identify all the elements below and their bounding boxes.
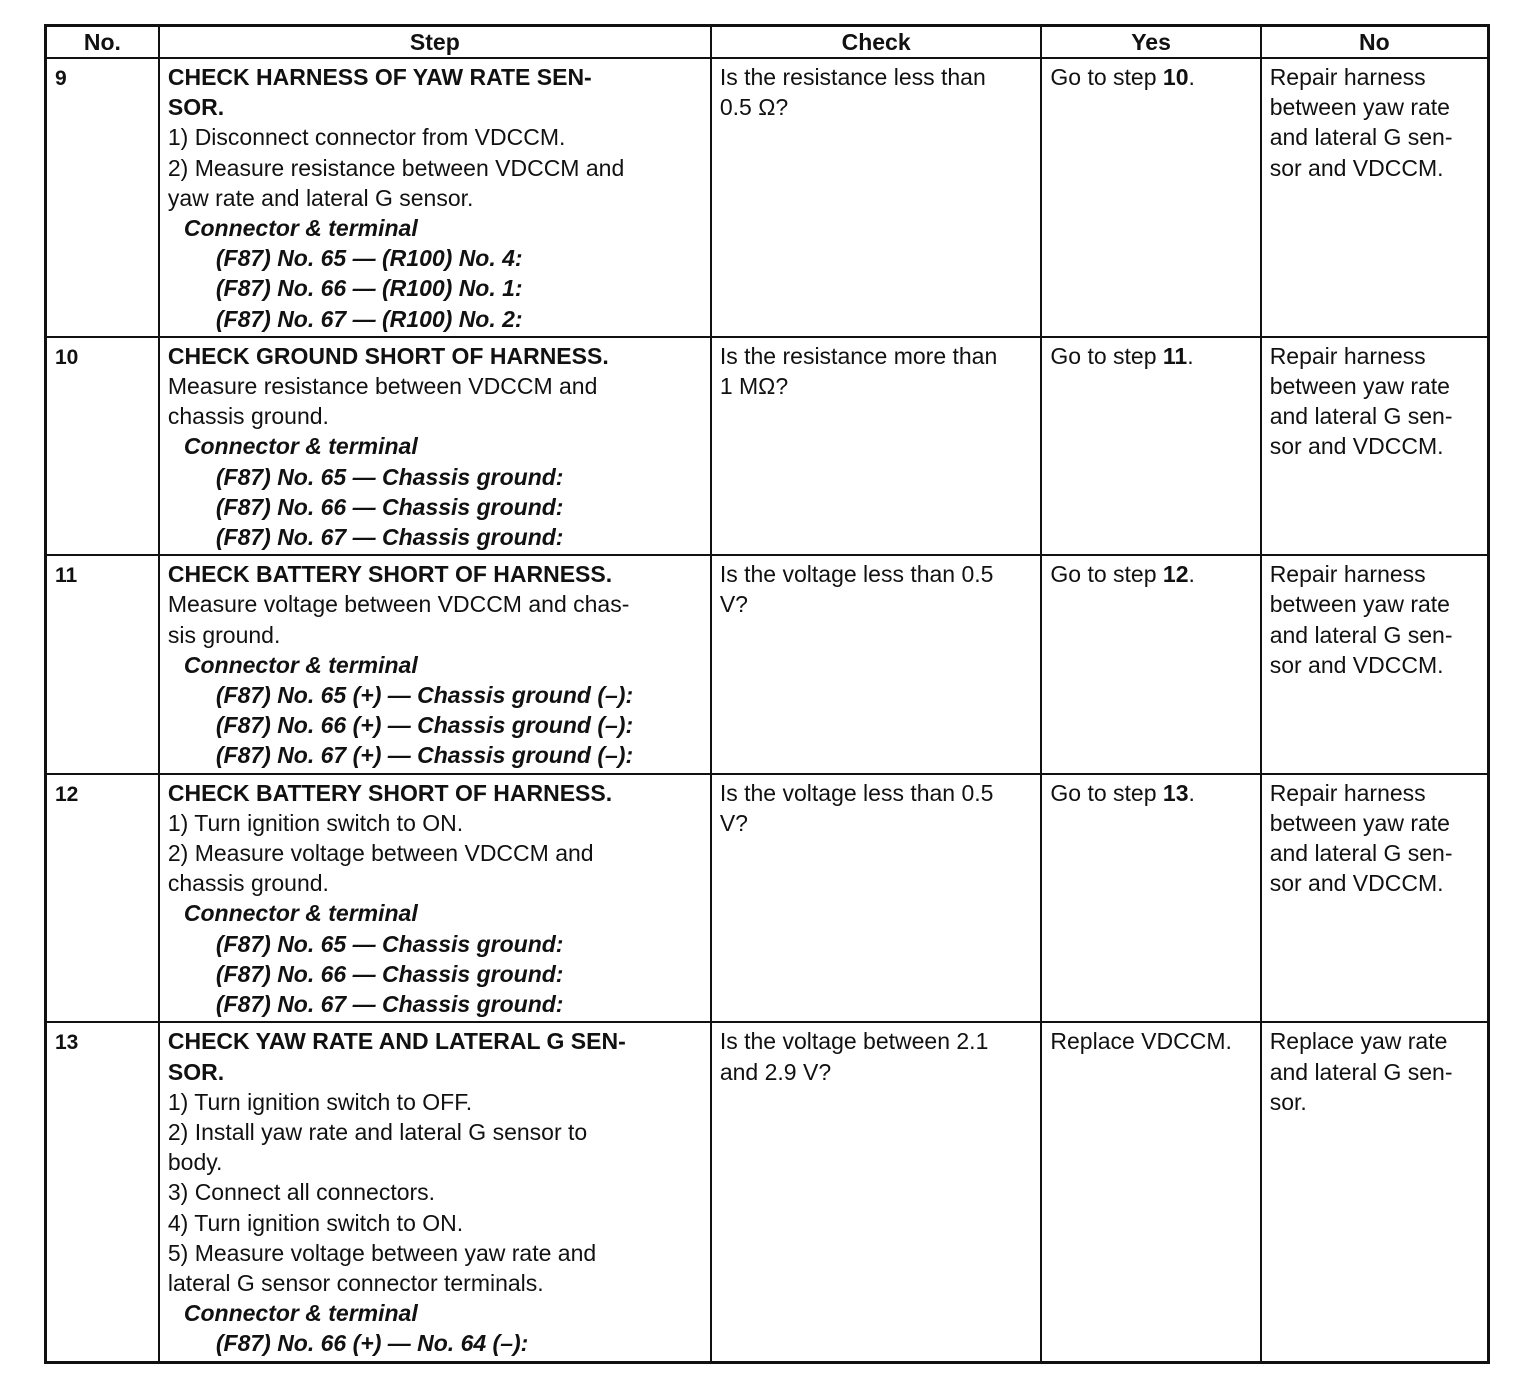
connector-heading: Connector & terminal <box>183 1300 418 1327</box>
connector-heading: Connector & terminal <box>183 900 418 927</box>
step-cell <box>159 58 711 337</box>
connector-terminal: (F87) No. 66 (+) — Chassis ground (–): <box>215 712 634 739</box>
yes-text: Go to step <box>1050 342 1163 369</box>
no-cell <box>1261 337 1489 555</box>
no-text: and lateral G sen- <box>1269 1058 1453 1085</box>
connector-terminal: (F87) No. 67 (+) — Chassis ground (–): <box>215 742 634 769</box>
yes-suffix: . <box>1188 779 1195 806</box>
header-step: Step <box>159 26 711 59</box>
step-instruction: 5) Measure voltage between yaw rate and <box>167 1239 597 1266</box>
connector-heading: Connector & terminal <box>183 215 418 242</box>
step-instruction: 1) Disconnect connector from VDCCM. <box>167 124 566 151</box>
check-cell <box>711 58 1042 337</box>
check-text: 0.5 Ω? <box>719 94 789 121</box>
no-cell <box>1261 774 1489 1023</box>
step-instruction: 2) Install yaw rate and lateral G sensor to <box>167 1118 588 1145</box>
no-text: sor and VDCCM. <box>1269 433 1444 460</box>
connector-terminal: (F87) No. 67 — Chassis ground: <box>215 524 564 551</box>
step-number: 12 <box>55 782 79 806</box>
step-instruction: lateral G sensor connector terminals. <box>167 1269 544 1296</box>
step-title: CHECK GROUND SHORT OF HARNESS. <box>167 342 609 369</box>
yes-cell <box>1041 58 1260 337</box>
no-text: and lateral G sen- <box>1269 840 1453 867</box>
step-number-cell <box>46 337 159 555</box>
no-text: sor and VDCCM. <box>1269 154 1444 181</box>
step-number: 13 <box>55 1031 79 1055</box>
yes-step-number: 12 <box>1162 561 1189 588</box>
step-instruction: 4) Turn ignition switch to ON. <box>167 1209 464 1236</box>
step-instruction: 1) Turn ignition switch to ON. <box>167 809 464 836</box>
no-text: sor and VDCCM. <box>1269 870 1444 897</box>
check-text: V? <box>719 809 748 836</box>
step-instruction: chassis ground. <box>167 403 329 430</box>
yes-step-number: 10 <box>1162 64 1189 90</box>
check-text: Is the resistance more than <box>719 342 998 369</box>
header-check: Check <box>711 26 1042 59</box>
connector-heading: Connector & terminal <box>183 651 418 678</box>
step-number: 10 <box>55 345 79 369</box>
step-instruction: 1) Turn ignition switch to OFF. <box>167 1088 473 1115</box>
step-instruction: yaw rate and lateral G sensor. <box>167 184 474 211</box>
check-cell <box>711 774 1042 1023</box>
step-instruction: sis ground. <box>167 621 281 648</box>
no-cell <box>1261 555 1489 773</box>
yes-suffix: . <box>1187 342 1194 369</box>
step-number-cell <box>46 774 159 1023</box>
no-text: between yaw rate <box>1269 373 1450 400</box>
check-text: V? <box>719 591 748 618</box>
yes-text: Go to step <box>1050 561 1163 588</box>
header-yes: Yes <box>1041 26 1260 59</box>
step-instruction: 3) Connect all connectors. <box>167 1179 436 1206</box>
step-cell <box>159 774 711 1023</box>
no-text: and lateral G sen- <box>1269 621 1453 648</box>
yes-cell <box>1041 1022 1260 1362</box>
no-text: between yaw rate <box>1269 809 1450 836</box>
check-cell <box>711 555 1042 773</box>
no-text: between yaw rate <box>1269 94 1450 121</box>
diagnostic-table <box>44 24 1490 1364</box>
connector-terminal: (F87) No. 67 — (R100) No. 2: <box>215 305 523 332</box>
connector-terminal: (F87) No. 66 — (R100) No. 1: <box>215 275 523 302</box>
connector-terminal: (F87) No. 65 — (R100) No. 4: <box>215 245 523 272</box>
yes-text: Replace VDCCM. <box>1050 1028 1232 1055</box>
step-title: CHECK HARNESS OF YAW RATE SEN- <box>167 64 592 90</box>
step-number-cell <box>46 555 159 773</box>
yes-cell <box>1041 774 1260 1023</box>
yes-suffix: . <box>1188 64 1195 90</box>
step-instruction: 2) Measure resistance between VDCCM and <box>167 154 625 181</box>
step-instruction: Measure voltage between VDCCM and chas- <box>167 591 630 618</box>
header-no: No. <box>46 26 159 59</box>
no-text: between yaw rate <box>1269 591 1450 618</box>
connector-terminal: (F87) No. 65 (+) — Chassis ground (–): <box>215 682 634 709</box>
table-row <box>46 58 1489 337</box>
check-text: 1 MΩ? <box>719 373 789 400</box>
check-text: Is the voltage between 2.1 <box>719 1028 989 1055</box>
yes-step-number: 11 <box>1162 342 1188 369</box>
step-title: SOR. <box>167 1058 225 1085</box>
step-instruction: Measure resistance between VDCCM and <box>167 373 598 400</box>
step-cell <box>159 1022 711 1362</box>
step-instruction: body. <box>167 1149 223 1176</box>
step-title: CHECK BATTERY SHORT OF HARNESS. <box>167 779 613 806</box>
no-text: Repair harness <box>1269 64 1426 90</box>
no-cell <box>1261 58 1489 337</box>
no-text: sor. <box>1269 1088 1307 1115</box>
connector-terminal: (F87) No. 66 — Chassis ground: <box>215 960 564 987</box>
no-text: Repair harness <box>1269 342 1426 369</box>
check-text: Is the voltage less than 0.5 <box>719 561 994 588</box>
no-text: and lateral G sen- <box>1269 124 1453 151</box>
no-text: Repair harness <box>1269 561 1426 588</box>
no-text: Replace yaw rate <box>1269 1028 1448 1055</box>
step-number: 11 <box>55 564 78 588</box>
no-cell <box>1261 1022 1489 1362</box>
connector-terminal: (F87) No. 65 — Chassis ground: <box>215 463 564 490</box>
step-number: 9 <box>55 67 67 90</box>
header-no-result: No <box>1261 26 1489 59</box>
no-text: Repair harness <box>1269 779 1426 806</box>
step-title: CHECK YAW RATE AND LATERAL G SEN- <box>167 1028 626 1055</box>
step-cell <box>159 337 711 555</box>
yes-suffix: . <box>1188 561 1195 588</box>
step-number-cell <box>46 1022 159 1362</box>
check-text: and 2.9 V? <box>719 1058 832 1085</box>
table-row <box>46 337 1489 555</box>
connector-heading: Connector & terminal <box>183 433 418 460</box>
step-instruction: 2) Measure voltage between VDCCM and <box>167 840 594 867</box>
yes-text: Go to step <box>1050 779 1163 806</box>
step-instruction: chassis ground. <box>167 870 329 897</box>
step-title: CHECK BATTERY SHORT OF HARNESS. <box>167 561 613 588</box>
table-row <box>46 1022 1489 1362</box>
check-cell <box>711 1022 1042 1362</box>
step-number-cell <box>46 58 159 337</box>
check-text: Is the resistance less than <box>719 64 986 90</box>
step-title: SOR. <box>167 94 225 121</box>
connector-terminal: (F87) No. 66 — Chassis ground: <box>215 493 564 520</box>
yes-cell <box>1041 555 1260 773</box>
table-row <box>46 774 1489 1023</box>
connector-terminal: (F87) No. 66 (+) — No. 64 (–): <box>215 1330 529 1357</box>
connector-terminal: (F87) No. 65 — Chassis ground: <box>215 930 564 957</box>
no-text: sor and VDCCM. <box>1269 651 1444 678</box>
yes-step-number: 13 <box>1162 779 1189 806</box>
yes-cell <box>1041 337 1260 555</box>
table-row <box>46 555 1489 773</box>
table-body <box>46 58 1489 1362</box>
yes-text: Go to step <box>1050 64 1163 90</box>
step-cell <box>159 555 711 773</box>
check-text: Is the voltage less than 0.5 <box>719 779 994 806</box>
check-cell <box>711 337 1042 555</box>
table-header-row <box>46 26 1489 59</box>
connector-terminal: (F87) No. 67 — Chassis ground: <box>215 991 564 1018</box>
no-text: and lateral G sen- <box>1269 403 1453 430</box>
